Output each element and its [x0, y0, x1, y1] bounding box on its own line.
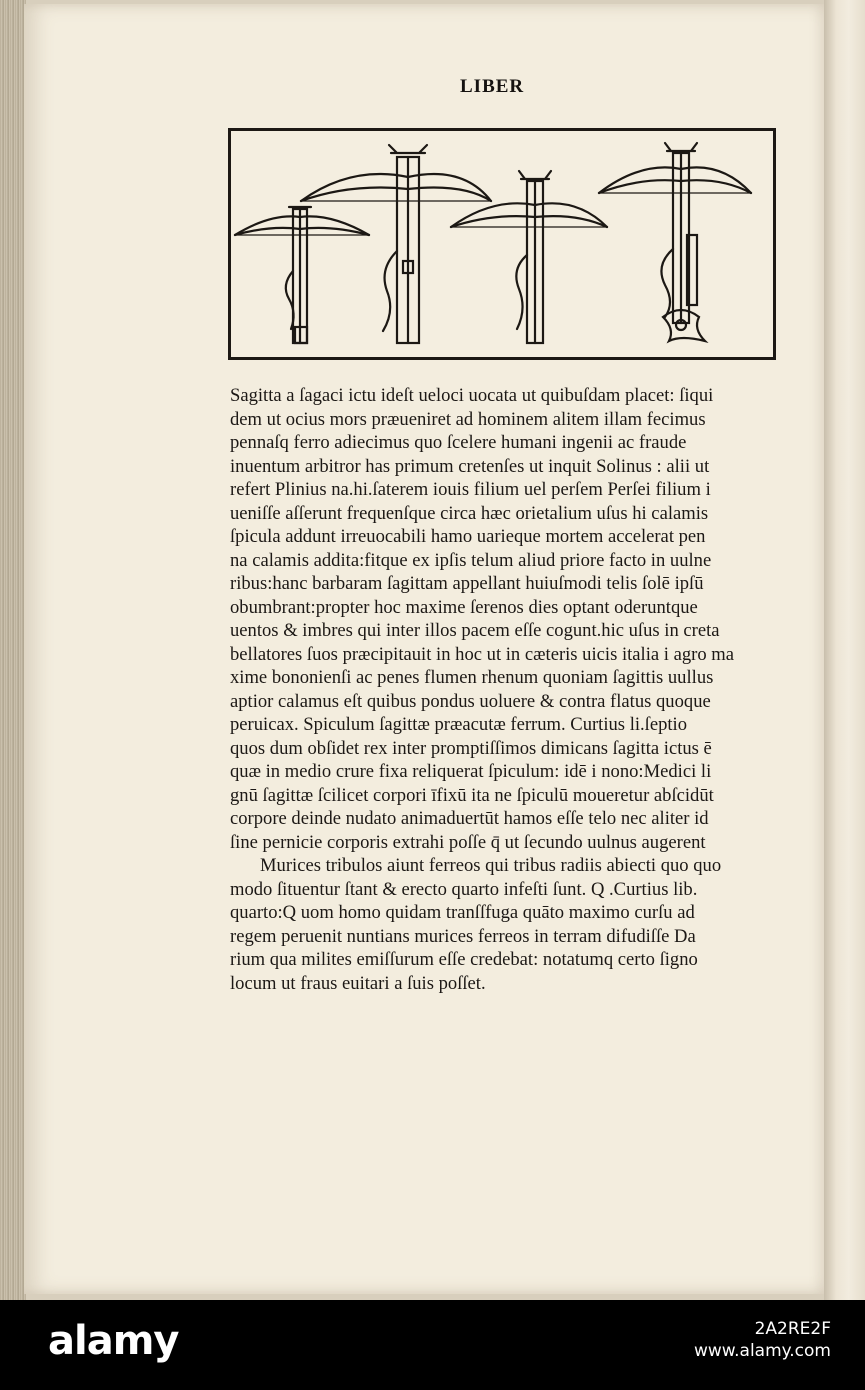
text-line: Murices tribulos aiunt ferreos qui tribus radiis abiecti quo quo	[260, 855, 722, 876]
text-line: locum ut fraus euitari a ſuis poſſet.	[230, 972, 486, 994]
text-line: ribus:hanc barbaram ſagittam appellant huiuſmodi telis ſolē ipſū	[230, 573, 704, 594]
text-line: quæ in medio crure fixa reliquerat ſpiculum: idē i nono:Medici li	[230, 761, 712, 782]
text-line: inuentum arbitror has primum cretenſes ut inquit Solinus : alii ut	[230, 455, 710, 477]
text-line: pennaſq ferro adiecimus quo ſcelere humani ingenii ac fraude	[230, 432, 687, 453]
text-line: regem peruenit nuntians murices ferreos in terram difudiſſe Da	[230, 925, 696, 947]
text-line: quarto:Q uom homo quidam tranſſfuga quāto maximo curſu ad	[230, 902, 695, 923]
crossbow-woodcut-svg	[231, 131, 773, 357]
text-line: bellatores ſuos præcipitauit in hoc ut in cæteris uicis italia i agro ma	[230, 643, 734, 665]
running-head: LIBER	[460, 76, 525, 97]
text-line: rium qua milites emiſſurum eſſe credebat: notatumq certo ſigno	[230, 949, 698, 970]
crossbow-woodcut-illustration	[228, 128, 776, 360]
text-line: xime bononienſi ac penes flumen rhenum quoniam ſagittis uullus	[230, 667, 714, 688]
watermark-brand-logo: alamy	[48, 1318, 179, 1364]
text-line: na calamis addita:fitque ex ipſis telum aliud priore facto in uulne	[230, 549, 712, 571]
crossbow-3-drawing	[451, 171, 607, 343]
text-line: peruicax. Spiculum ſagittæ præacutæ ferrum. Curtius li.ſeptio	[230, 714, 688, 735]
text-line: refert Plinius na.hi.ſaterem iouis filium uel perſem Perſei filium i	[230, 479, 711, 500]
text-line: ſine pernicie corporis extrahi poſſe q̄ ut ſecundo uulnus augerent	[230, 831, 706, 853]
latin-text-block	[230, 384, 770, 995]
text-line: ſpicula addunt irreuocabili hamo uarieque mortem accelerat pen	[230, 526, 706, 547]
book-left-page-edges	[0, 0, 26, 1300]
watermark-info	[694, 1318, 831, 1362]
text-line: dem ut ocius mors præueniret ad hominem alitem illam fecimus	[230, 408, 706, 430]
book-right-page-edge	[824, 0, 865, 1300]
text-line: aptior calamus eſt quibus pondus uoluere & contra flatus quoque	[230, 690, 711, 712]
text-line: ueniſſe aſſerunt frequenſque circa hæc orietalium uſus hi calamis	[230, 502, 709, 524]
text-line: gnū ſagittæ ſcilicet corpori īfixū ita ne ſpiculū moueretur abſcidūt	[230, 784, 714, 806]
text-line: uentos & imbres qui inter illos pacem eſſe cogunt.hic uſus in creta	[230, 620, 720, 641]
text-line: modo ſituentur ſtant & erecto quarto infeſti ſunt. Q .Curtius lib.	[230, 878, 698, 900]
text-line: Sagitta a ſagaci ictu ideſt ueloci uocata ut quibuſdam placet: ſiqui	[230, 385, 714, 406]
crossbow-1-drawing	[235, 207, 369, 343]
text-line: obumbrant:propter hoc maxime ſerenos dies optant oderuntque	[230, 596, 698, 618]
crossbow-4-drawing	[599, 143, 751, 341]
watermark-image-id: 2A2RE2F	[754, 1319, 831, 1339]
text-line: quos dum obſidet rex inter promptiſſimos dimicans ſagitta ictus ē	[230, 737, 712, 759]
watermark-url: www.alamy.com	[693, 1341, 831, 1361]
text-line: corpore deinde nudato animaduertūt hamos eſſe telo nec aliter id	[230, 808, 709, 829]
crossbow-2-drawing	[301, 145, 491, 343]
